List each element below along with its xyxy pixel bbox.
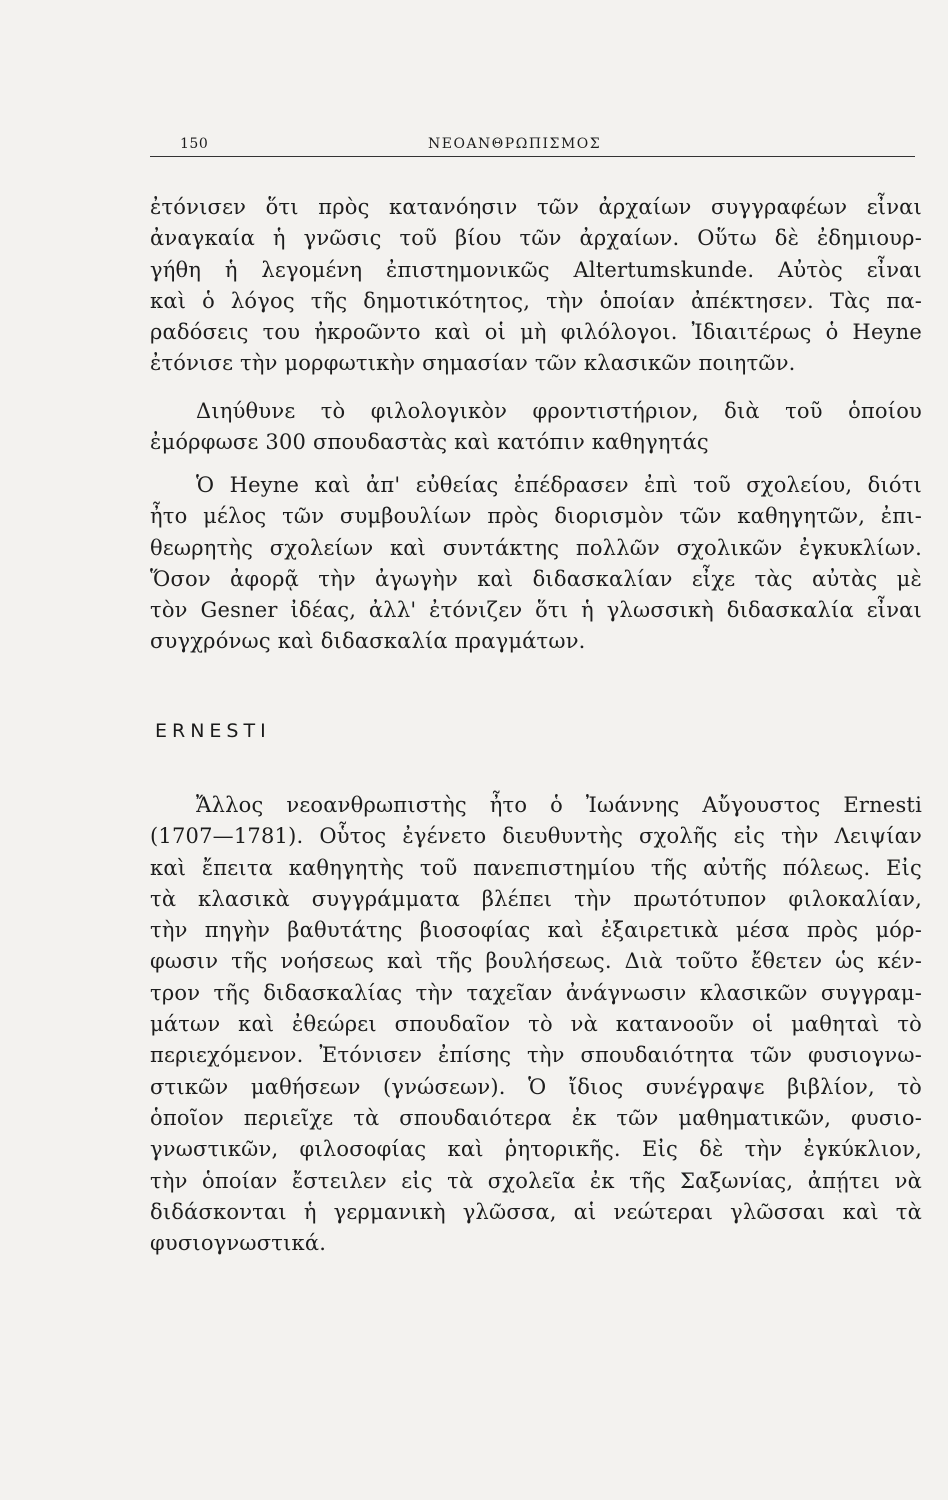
text-line: Διηύθυνε τὸ φιλολογικὸν φροντιστήριον, διὰ τοῦ ὁποίου — [196, 399, 922, 423]
section-heading: ERNESTI — [155, 720, 271, 742]
text-line: καὶ ἔπειτα καθηγητὴς τοῦ πανεπιστημίου τῆς αὐτῆς πόλεως. Εἰς — [150, 855, 922, 880]
text-line: Ὁ Heyne καὶ ἀπ' εὐθείας ἐπέδρασεν ἐπὶ τοῦ σχολείου, διότι — [196, 473, 922, 497]
text-line: Ὅσον ἀφορᾷ τὴν ἀγωγὴν καὶ διδασκαλίαν εἶχε τὰς αὐτὰς μὲ — [150, 566, 922, 591]
text-line: τὴν πηγὴν βαθυτάτης βιοσοφίας καὶ ἐξαιρετικὰ μέσα πρὸς μόρ- — [150, 918, 922, 943]
text-line: τὴν ὁποίαν ἔστειλεν εἰς τὰ σχολεῖα ἐκ τῆς Σαξωνίας, ἀπῄτει νὰ — [150, 1168, 922, 1193]
text-line: περιεχόμενον. Ἐτόνισεν ἐπίσης τὴν σπουδαιότητα τῶν φυσιογνω- — [150, 1043, 922, 1068]
text-line: στικῶν μαθήσεων (γνώσεων). Ὁ ἴδιος συνέγραψε βιβλίον, τὸ — [150, 1074, 922, 1099]
paragraph-1 — [150, 192, 922, 380]
text-line: μάτων καὶ ἐθεώρει σπουδαῖον τὸ νὰ κατανοοῦν οἱ μαθηταὶ τὸ — [150, 1012, 922, 1037]
text-line: φωσιν τῆς νοήσεως καὶ τῆς βουλήσεως. Διὰ τοῦτο ἔθετεν ὡς κέν- — [150, 949, 922, 974]
text-line: Ἄλλος νεοανθρωπιστὴς ἦτο ὁ Ἰωάννης Αὔγουστος Ernesti — [196, 793, 922, 817]
text-line: διδάσκονται ἡ γερμανικὴ γλῶσσα, αἱ νεώτεραι γλῶσσαι καὶ τὰ — [150, 1199, 922, 1224]
text-line: συγχρόνως καὶ διδασκαλία πραγμάτων. — [150, 629, 586, 654]
text-line: ἐτόνισεν ὅτι πρὸς κατανόησιν τῶν ἀρχαίων συγγραφέων εἶναι — [150, 195, 922, 219]
text-line: καὶ ὁ λόγος τῆς δημοτικότητος, τὴν ὁποίαν ἀπέκτησεν. Τὰς πα- — [150, 288, 922, 313]
text-line: τρον τῆς διδασκαλίας τὴν ταχεῖαν ἀνάγνωσιν κλασικῶν συγγραμ- — [150, 980, 922, 1005]
text-line: ἀναγκαία ἡ γνῶσις τοῦ βίου τῶν ἀρχαίων. Οὕτω δὲ ἐδημιουρ- — [150, 226, 922, 251]
text-line: φυσιογνωστικά. — [150, 1231, 327, 1256]
text-line: γήθη ἡ λεγομένη ἐπιστημονικῶς Altertumskunde. Αὐτὸς εἶναι — [150, 257, 922, 282]
running-head: ΝΕΟΑΝΘΡΩΠΙΣΜΟΣ — [428, 136, 602, 152]
text-line: ραδόσεις του ἠκροῶντο καὶ οἱ μὴ φιλόλογοι. Ἰδιαιτέρως ὁ Heyne — [150, 320, 922, 345]
text-line: (1707—1781). Οὗτος ἐγένετο διευθυντὴς σχολῆς εἰς τὴν Λειψίαν — [150, 824, 922, 849]
text-line: θεωρητὴς σχολείων καὶ συντάκτης πολλῶν σχολικῶν ἐγκυκλίων. — [150, 535, 922, 560]
page-number: 150 — [180, 136, 209, 152]
text-line: ἐτόνισε τὴν μορφωτικὴν σημασίαν τῶν κλασικῶν ποιητῶν. — [150, 351, 796, 376]
text-line: γνωστικῶν, φιλοσοφίας καὶ ῥητορικῆς. Εἰς δὲ τὴν ἐγκύκλιον, — [150, 1137, 922, 1162]
text-line: τὸν Gesner ἰδέας, ἀλλ' ἐτόνιζεν ὅτι ἡ γλωσσικὴ διδασκαλία εἶναι — [150, 598, 922, 623]
text-line: ἐμόρφωσε 300 σπουδαστὰς καὶ κατόπιν καθηγητάς — [150, 430, 709, 455]
paragraph-4 — [150, 790, 922, 1259]
page-header — [150, 134, 915, 157]
text-line: ἦτο μέλος τῶν συμβουλίων πρὸς διορισμὸν τῶν καθηγητῶν, ἐπι- — [150, 504, 922, 529]
text-line: ὁποῖον περιεῖχε τὰ σπουδαιότερα ἐκ τῶν μαθηματικῶν, φυσιο- — [150, 1105, 922, 1130]
paragraph-2 — [150, 396, 922, 459]
paragraph-3 — [150, 470, 922, 658]
text-line: τὰ κλασικὰ συγγράμματα βλέπει τὴν πρωτότυπον φιλοκαλίαν, — [150, 886, 922, 911]
